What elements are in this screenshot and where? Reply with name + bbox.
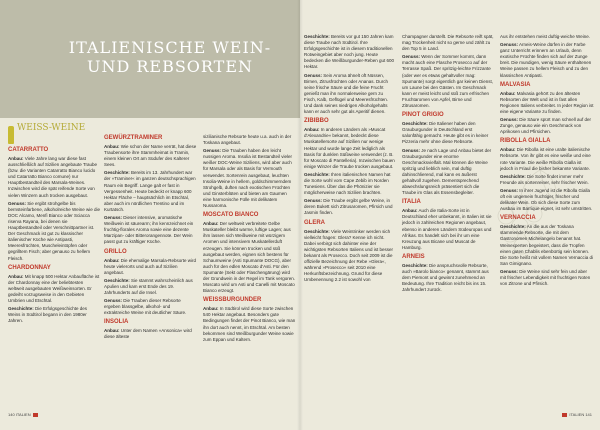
page-title: ITALIENISCHE WEIN- UND REBSORTEN	[68, 38, 272, 76]
body-paragraph: Anbau: Die ehemalige Marsala-Rebsorte wird heute vielerorts und auch auf Sizilien angebaut.	[104, 257, 197, 275]
paragraph-label: Genuss:	[304, 72, 323, 78]
grape-heading: INSOLIA	[104, 319, 129, 326]
body-paragraph: Genuss: Die Säure spürt man schnell auf der Zunge, genauso wie ein Geschmack von Aprikosen und Pfirsichen.	[500, 117, 592, 135]
paragraph-label: Anbau:	[104, 328, 120, 334]
body-paragraph: Genuss: Dieser intensive, aromatische Weißwein ist säurearm; ihn kennzeichnet ein fruchtig-florales Aroma sowie eine dezente Marzipan- oder Bitterorangennote. Der Wein passt gut zu kräftiger Küche.	[104, 215, 194, 245]
paragraph-label: Anbau:	[304, 127, 320, 133]
paragraph-label: Geschichte:	[402, 121, 428, 127]
body-paragraph: Anbau: Wie schon der Name verrät, hat diese Traubensorte ihre Stammheimat in Tramin, einem kleinen Ort am Südufer des Kalterer Sees.	[104, 144, 197, 168]
paragraph-label: Genuss:	[500, 117, 519, 123]
footer-left-text: 140 ITALIEN	[8, 412, 31, 417]
footer-left	[8, 412, 40, 417]
paragraph-label: Genuss:	[104, 215, 123, 221]
grape-heading: ITALIA	[402, 199, 421, 206]
body-paragraph: Anbau: Viele Jahre lang war diese fast ausschließlich auf Sizilien angebaute Traube (bzw. die Varianten Catarratto Bianco lucido und Catarratto Bianco comune) nur Hauptbestandteil des Marsala-Weines. Inzwischen wird die spät reifende Sorte von vielen Winzern auch trocken ausgebaut.	[8, 156, 98, 198]
body-paragraph: Aus ihr entstehen meist duftig-weiche Weine.	[500, 34, 590, 39]
brand-mark-icon	[562, 413, 567, 417]
grape-heading: MOSCATO BIANCO	[203, 212, 259, 219]
paragraph-label: Anbau:	[104, 257, 120, 263]
paragraph-label: Genuss:	[104, 298, 123, 304]
body-paragraph: Geschichte: An die aus der Toskana stammende Rebsorte, die mit dem Gastronomen Michelangelo benannt hat. Weinexperten begeistert, dass die Tropfen einen guten Chablis ebenbürtig sein können. Die Sorte heißt mit vollem Namen Vernaccia di San Gimignano.	[500, 224, 594, 266]
section-label-weissweine: WEISS-WEINE	[17, 123, 86, 133]
paragraph-label: Geschichte:	[304, 228, 330, 234]
body-paragraph: Geschichte: Viele Weintrinker werden sich vielleicht fragen: Glera? Kenne ich nicht. Dabei verbirgt sich dahinter eine der wichtigsten Rebsorten Italiens und ist besser bekannt als Prosecco. Doch seit 2009 ist die offizielle Bezeichnung der Rebe »Glera«, während »Prosecco« seit 2010 eine Herkunftsbezeichnung. Grund für diese Umbenennung 2.2 ist sowohl von	[304, 228, 394, 283]
paragraph-label: Anbau:	[8, 156, 24, 161]
body-paragraph: Anbau: Der weltweit verbreitete Gelbe Muskateller bleibt warme, luftige Lagen; aus ihm lassen sich Weißweine mit würzigem Aromen und intensivem Muskatellerduft erzeugen. Sie können trocken und süß ausgebaut werden, eignen sich bestens für Schaumweine (Asti Spumante DOCG), aber auch für den edlen Moscato d'Asti. Für den Spumante (Sekt oder Flaschengärung) wird der Grundwein in der Regel im Tank vergoren. Moscato wird um Asti und Canelli mit Moscato Bianco erzeugt.	[203, 221, 295, 294]
body-paragraph: Anbau: In Südtirol wird diese Sorte zwischen 540 Hektar angebaut. Besonders gute Bedingungen findet der Pinot Bianco, wie man ihn dort auch nennt, im Etschtal. Am besten bekommen sind Weißburgunder Weine sowie zum Eppan und Kaltern.	[203, 306, 296, 342]
paragraph-label: Genuss:	[500, 268, 519, 274]
paragraph-label: Genuss:	[8, 200, 27, 206]
paragraph-label: Genuss:	[500, 187, 519, 193]
grape-heading: CATARRATTO	[8, 147, 49, 153]
body-paragraph: Champagner darstellt. Die Rebsorte reift spät, mag Trockenheit nicht so gerne und zählt zu den Top 5 in Land.	[402, 34, 494, 52]
grape-heading: GLERA	[304, 219, 325, 226]
grape-heading: GEWÜRZTRAMINER	[104, 135, 163, 141]
body-paragraph: Anbau: Unter dem Namen »Ansonica« wird diese älteste	[104, 328, 192, 340]
body-paragraph: Geschichte: Bereits vor gut 150 Jahren kam diese Traube nach Südtirol. Ihre Erfolgsgeschichte ist in diesem traditionellen Rotweingebiet aber noch jung. Heute bedecken die Weißburgunder-Reben gut 600 Hektar.	[304, 34, 394, 70]
body-paragraph: sizilianische Rebsorte heute u.a. auch in der Toskana angebaut.	[203, 134, 292, 146]
column-2	[104, 134, 197, 343]
column-6	[500, 34, 594, 289]
wine-glass-icon	[8, 126, 14, 144]
paragraph-label: Anbau:	[402, 208, 418, 214]
paragraph-label: Anbau:	[500, 147, 516, 153]
body-paragraph: Anbau: In anderen Ländern als »Muscat d'Alexandrie« bekannt, bedeckt diese Muskatellersorte auf Sizilien nur wenige Hektar und wurde lange Zeit lediglich als Basis für dunklen Süßweine verwendet (z. B. für Moscato di Pantelleria). Inzwischen bauen einige Winzer die Traube trocken ausgebaut.	[304, 127, 395, 169]
brand-mark-icon	[33, 413, 38, 417]
grape-heading: GRILLO	[104, 248, 127, 255]
paragraph-label: Geschichte:	[402, 262, 428, 268]
footer-right-text: ITALIEN 141	[569, 412, 592, 417]
grape-heading: ARNEIS	[402, 253, 425, 260]
paragraph-label: Geschichte:	[104, 170, 130, 176]
paragraph-label: Geschichte:	[8, 306, 34, 312]
paragraph-label: Genuss:	[304, 198, 323, 204]
grape-heading: ZIBIBBO	[304, 118, 329, 125]
column-5	[402, 34, 494, 295]
body-paragraph: Anbau: Mit knapp 500 Hektar Anbaufläche ist der Chardonnay eine der beliebtesten weltweit ausgebauten Weißweinsorten. Er gedeiht vorzugsweise in den Gebieten Umbrien und Etschtal.	[8, 273, 100, 303]
body-paragraph: Geschichte: Ihren italienischen Namen hat die Sorte wohl vom Cape Zebib im Norden Tunesiens. Über das die Phönizier sie möglicherweise nach Sizilien brachten.	[304, 171, 391, 196]
right-page	[300, 0, 600, 430]
grape-heading: WEISSBURGUNDER	[203, 297, 262, 304]
body-paragraph: Genuss: Je nach Lage und Anbau bietet der Grauburgunder eine enorme Geschmacksvielfalt. Mal können die Weine spritzig und lieblich sein, mal duftig dahinschlierend, mal kann es äußerst gehaltvoll zugehen. Dementsprechend abwechslungsreich präsentiert sich die Traube im Glas als Essensbegleiter.	[402, 147, 492, 196]
paragraph-label: Genuss:	[500, 42, 519, 48]
body-paragraph: Genuss: Wenn der Sommer kommt, dann macht auch eine Flasche Prosecco auf der Terrasse Spaß. Der spritzig-leichte Frizzante (oder wer es etwas gehaltvoller mag: Spumante) sorgt eigentlich gar keinen Dienst, um Laune bei den Gästen. Im Geschmack kann er meist leicht und süß zum erfrischen Fruchtaromen von Apfel, Birne und Zitrusaromen.	[402, 54, 494, 109]
paragraph-label: Anbau:	[104, 144, 120, 149]
body-paragraph: Genuss: Die Trauben haben den leicht nussigen Aroma. Insolia ist Bestandteil vieler weißer DOC-Weine Siziliens, wird aber auch für Marsala oder als Basis für Vermouth verwendet. Sortenrein ausgebaut, leuchten Insolia-Weine in hellem, goldschimmerndem Strohgelb, duften nach exotischen Früchten und Ginsterblüten und bieten am Gaumen eine harmonische Fülle mit delikatem Nussaroma.	[203, 148, 293, 209]
body-paragraph: Anbau: Auch die Italia-Sorte ist in Deutschland eher unbekannt, in Italien ist sie jedoch in zahlreichen Regionen angebaut, ebenso in anderen Ländern Südeuropas und Afrikas. Es handelt sich bei ihr um eine Kreuzung aus Bicane und Muscat de Hamburg.	[402, 208, 492, 250]
paragraph-label: Anbau:	[203, 221, 219, 227]
grape-heading: MALVASIA	[500, 81, 531, 88]
body-paragraph: Genuss: Sein Aroma ähnelt oft Nüssen, Birnen, Zitrusfrüchten oder Ananas. Durch seine frische Säure und die feine Frucht genießt man ihn normalerweise gern zu Fisch, Kalb, Geflügel und Meeresfrüchten. Und dank seines niedrigen Alkoholgehalts kann er auch sehr gut als Aperitif dienen.	[304, 72, 389, 115]
body-paragraph: Geschichte: Die Italiener haben den Grauburgunder in Deutschland erst salonfähig gemacht. Heute gibt es in keiner Pizzeria mehr ohne diese Rebsorte.	[402, 121, 489, 145]
body-paragraph: Geschichte: Die anspruchsvolle Rebsorte, auch »Barolo bianco« genannt, stammt aus dem Piemont und gewinnt zunehmend an Bedeutung. Ihre Tradition reicht bis ins 15. Jahrhundert zurück.	[402, 262, 489, 293]
body-paragraph: Geschichte: Bereits im 13. Jahrhundert war der »Traminer« im ganzen deutschsprachigen Raum ein Begriff. Lange galt er fast in Vergessenheit. Heute bedeckt er knapp 600 Hektar Fläche – hauptsächlich im Etschtal, aber auch im nördlichen Trentino und im Kurtatsch.	[104, 170, 196, 212]
grape-heading: CHARDONNAY	[8, 264, 51, 271]
body-paragraph: Genuss: Arneis-Weine dürfen in der Farbe ganz Unterricht erinnern an Urlaub, denn exotische Früchte finden sich auf der Zunge breit. Die mundigen, wenig Säure enthaltenen Weine passen zu hellem Fleisch und zu den klassischen Antipasti.	[500, 42, 592, 78]
paragraph-label: Genuss:	[203, 148, 222, 154]
paragraph-label: Anbau:	[8, 273, 24, 279]
body-paragraph: Genuss: Sie ergibt strohgelbe bis bernsteinfarbene, alkoholreiche Weine wie die DOC Alcamo, Menfi Bianco oder Sciacca riserva Rayana, bei denen sie Hauptbestandteil oder Verschnittpartner ist. Der Geschmack ist gut zu klassischer italienischer Küche wie Antipasti, Meeresfrüchten, Muscheleintöpfen oder gegrilltem Fisch; aber genauso zu hellem Fleisch.	[8, 200, 100, 261]
body-paragraph: Genuss: Die Weine sind sehr fein und aber mit frischer Lebendigkeit mit fruchtigen Noten von Zitrone und Pfirsich.	[500, 268, 591, 287]
column-3	[203, 134, 296, 345]
body-paragraph: Genuss: Die Traube ergibt gelbe Weine, in deren Bukett sich Zitrusaromen, Pfirsich und Jasmin finden.	[304, 198, 393, 216]
body-paragraph: Genuss: Die Trauben dieser Rebsorte ergeben blassgelbe, alkohol- und extraktreiche Weine mit deutlicher Säure.	[104, 298, 187, 316]
grape-heading: PINOT GRIGIO	[402, 112, 444, 119]
body-paragraph: Geschichte: Die Sorte findet immer mehr Freunde als sortenreiner, sehr frischer Wein.	[500, 173, 589, 185]
body-paragraph: Anbau: Die Ribolla ist eine uralte italienische Rebsorte. Von ihr gibt es eine weiße und eine rote Variante. Die weiße Ribolla Gialla ist jedoch in Friaul die bisher bekannte Variante.	[500, 147, 591, 171]
paragraph-label: Geschichte:	[304, 34, 330, 39]
paragraph-label: Geschichte:	[104, 277, 130, 283]
grape-heading: VERNACCIA	[500, 215, 536, 222]
body-paragraph: Geschichte: Sie stammt wahrscheinlich aus Apulien und kam erst Ende des 19. Jahrhunderts auf die Insel.	[104, 277, 193, 295]
body-paragraph: Anbau: Malvasia gehört zu den ältesten Rebsorten der Welt und ist in fast allen Regionen Italiens verbreitet. In jeder Region ist eine eigene Variante zu finden.	[500, 90, 594, 114]
column-4	[304, 34, 396, 285]
column-1	[8, 146, 100, 326]
paragraph-label: Geschichte:	[304, 171, 330, 177]
body-paragraph: Geschichte: Die Erfolgsgeschichte des Weins in Südtirol begann in den 1980er Jahren.	[8, 306, 88, 324]
paragraph-label: Anbau:	[203, 306, 219, 312]
paragraph-label: Geschichte:	[500, 224, 526, 230]
grape-heading: RIBOLLA GIALLA	[500, 138, 551, 145]
body-paragraph: Genuss: In ihrer Jugend ist die Ribolla Gialla oft ein ungemein fruchtiger, frischer und delikater Wein. Ob sich diese Sorte zum Ausbau im Barrique eignet, ist sehr umstritten.	[500, 187, 593, 212]
paragraph-label: Anbau:	[500, 90, 516, 96]
paragraph-label: Geschichte:	[500, 173, 526, 179]
footer-right	[560, 412, 592, 417]
paragraph-label: Genuss:	[402, 147, 421, 153]
paragraph-label: Genuss:	[402, 54, 421, 60]
